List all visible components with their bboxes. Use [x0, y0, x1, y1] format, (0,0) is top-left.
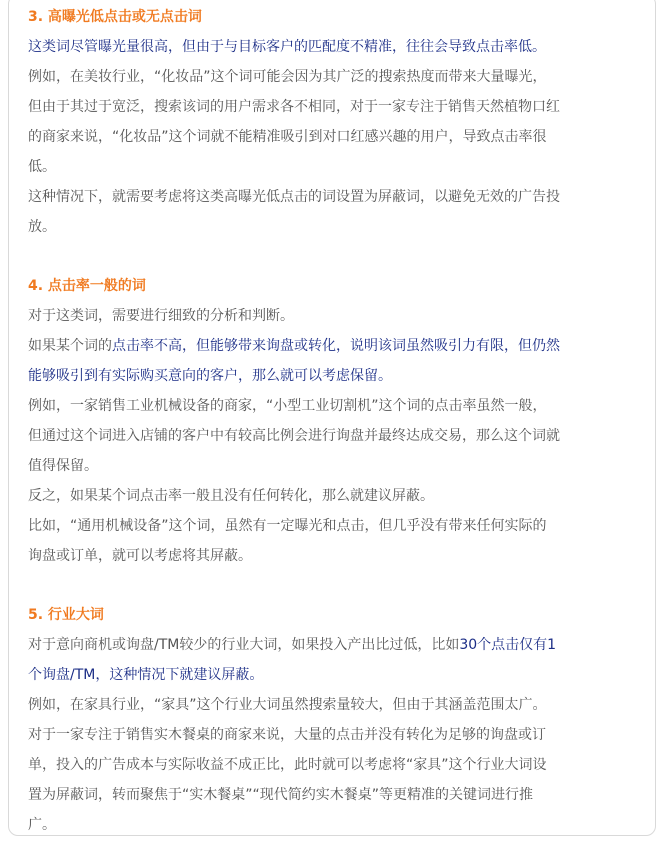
text-line	[28, 331, 640, 361]
highlight-text: 点击率不高，但能够带来询盘或转化，说明该词虽然吸引力有限，但仍然	[112, 338, 560, 354]
section-4-example	[28, 391, 640, 481]
section-5-example-2	[28, 720, 640, 840]
section-spacer	[28, 242, 640, 272]
section-4-heading: 4. 点击率一般的词	[28, 278, 146, 294]
text-line: 但由于其过于宽泛，搜索该词的用户需求各不相同，对于一家专注于销售天然植物口红	[28, 99, 560, 115]
text-line: 例如，在美妆行业，“化妆品”这个词可能会因为其广泛的搜索热度而带来大量曝光，	[28, 69, 547, 85]
section-spacer	[28, 571, 640, 601]
text-line: 询盘或订单，就可以考虑将其屏蔽。	[28, 548, 252, 564]
section-5-heading: 5. 行业大词	[28, 607, 104, 623]
text-line: 低。	[28, 159, 56, 175]
text-line: 对于一家专注于销售实木餐桌的商家来说，大量的点击并没有转化为足够的询盘或订	[28, 727, 546, 743]
highlight-line: 能够吸引到有实际购买意向的客户，那么就可以考虑保留。	[28, 368, 392, 384]
section-3-conclusion	[28, 182, 640, 242]
section-4-rule	[28, 331, 640, 391]
text-line: 单，投入的广告成本与实际收益不成正比，此时就可以考虑将“家具”这个行业大词设	[28, 757, 547, 773]
highlight-line: 个询盘/TM，这种情况下就建议屏蔽。	[28, 667, 264, 683]
section-4-converse: 反之，如果某个词点击率一般且没有任何转化，那么就建议屏蔽。	[28, 488, 434, 504]
section-3-summary: 这类词尽管曝光量很高，但由于与目标客户的匹配度不精准，往往会导致点击率低。	[28, 39, 546, 55]
text-line: 但通过这个词进入店铺的客户中有较高比例会进行询盘并最终达成交易，那么这个词就	[28, 428, 560, 444]
text-line: 置为屏蔽词，转而聚焦于“实木餐桌”“现代简约实木餐桌”等更精准的关键词进行推	[28, 787, 534, 803]
text-line: 例如，一家销售工业机械设备的商家，“小型工业切割机”这个词的点击率虽然一般，	[28, 398, 547, 414]
section-3-example	[28, 62, 640, 182]
text-line: 的商家来说，“化妆品”这个词就不能精准吸引到对口红感兴趣的用户，导致点击率很	[28, 129, 547, 145]
text-line: 比如，“通用机械设备”这个词，虽然有一定曝光和点击，但几乎没有带来任何实际的	[28, 518, 547, 534]
section-3-heading: 3. 高曝光低点击或无点击词	[28, 9, 202, 25]
section-5-rule	[28, 630, 640, 690]
section-4-intro: 对于这类词，需要进行细致的分析和判断。	[28, 308, 294, 324]
article-content	[28, 3, 640, 840]
section-4-example-2	[28, 511, 640, 571]
highlight-text: 30个点击仅有1	[459, 637, 557, 653]
text-line: 值得保留。	[28, 458, 98, 474]
text-run: 如果某个词的	[28, 338, 112, 354]
text-line: 放。	[28, 219, 56, 235]
text-run: 对于意向商机或询盘/TM较少的行业大词，如果投入产出比过低，比如	[28, 637, 460, 653]
text-line	[28, 630, 640, 660]
text-line: 这种情况下，就需要考虑将这类高曝光低点击的词设置为屏蔽词，以避免无效的广告投	[28, 189, 560, 205]
section-5-example: 例如，在家具行业，“家具”这个行业大词虽然搜索量较大，但由于其涵盖范围太广。	[28, 697, 547, 713]
text-line: 广。	[28, 817, 56, 833]
